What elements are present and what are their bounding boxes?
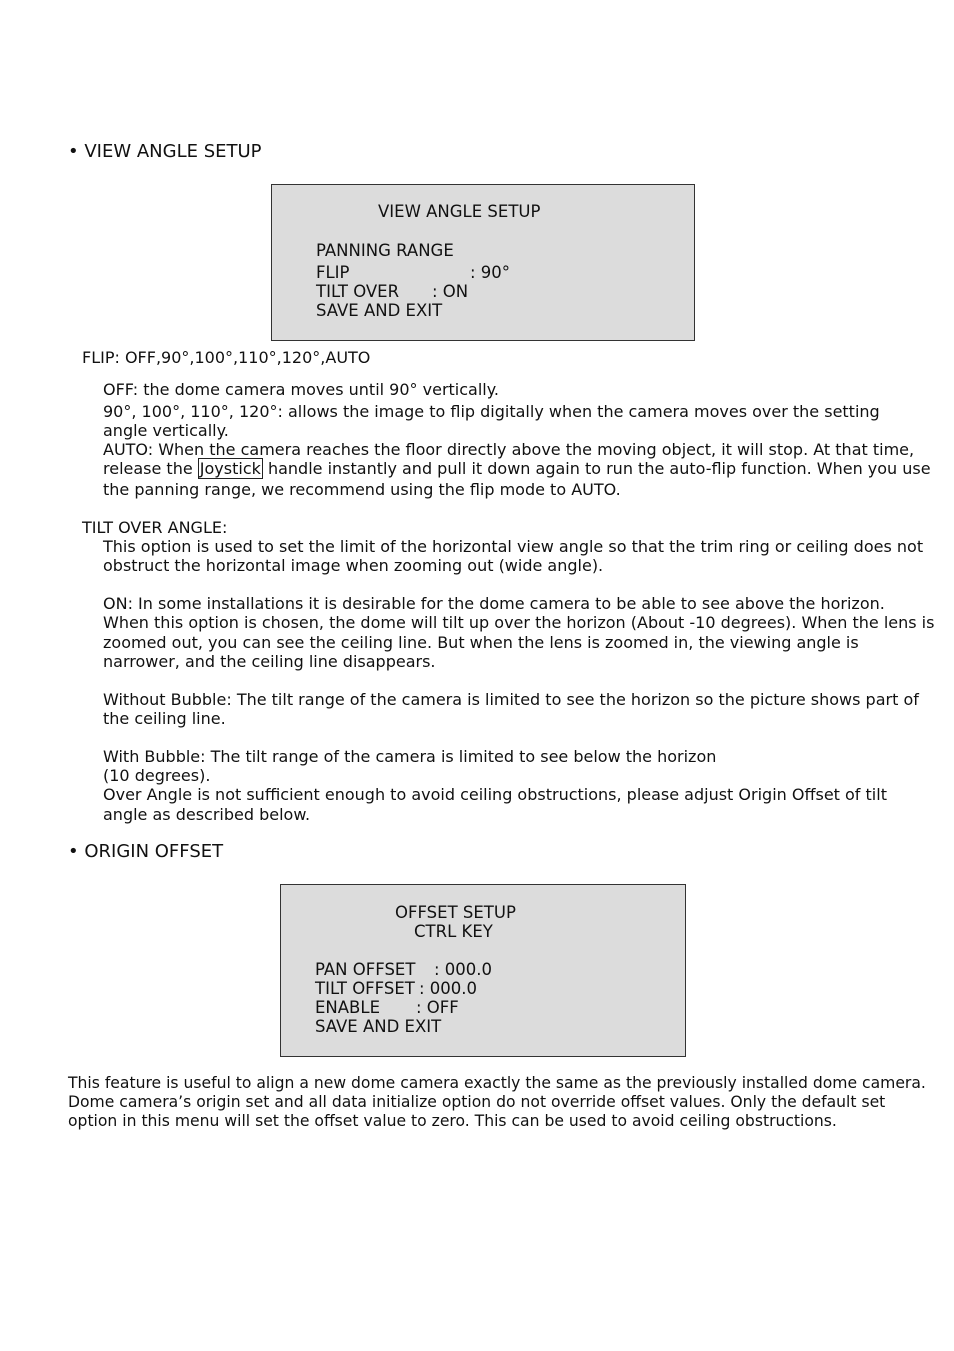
- menu-item-pan-offset-value: : 000.0: [434, 960, 493, 979]
- menu-item-flip-value: : 90°: [470, 263, 511, 282]
- menu-item-save-exit: SAVE AND EXIT: [315, 1017, 442, 1036]
- tilt-over-title: TILT OVER ANGLE:: [82, 518, 228, 537]
- tilt-over-p1-line2: obstruct the horizontal image when zooming out (wide angle).: [103, 556, 604, 575]
- flip-angles-text-1: 90°, 100°, 110°, 120°: allows the image to flip digitally when the camera moves over the setting: [103, 402, 880, 421]
- offset-menu-title: OFFSET SETUP: [395, 903, 516, 922]
- tilt-over-p4-line1: With Bubble: The tilt range of the camera is limited to see below the horizon: [103, 747, 717, 766]
- menu-item-flip-label: FLIP: [316, 263, 350, 282]
- flip-auto-text-1: AUTO: When the camera reaches the floor directly above the moving object, it will stop. At that time,: [103, 440, 915, 459]
- tilt-over-p4-line2: (10 degrees).: [103, 766, 211, 785]
- flip-auto-text-2a: release the: [103, 459, 198, 478]
- flip-angles-text-2: angle vertically.: [103, 421, 229, 440]
- menu-title: VIEW ANGLE SETUP: [378, 202, 541, 221]
- menu-item-enable-value: : OFF: [416, 998, 459, 1017]
- menu-item-tilt-over-value: : ON: [432, 282, 469, 301]
- tilt-over-p3-line2: the ceiling line.: [103, 709, 226, 728]
- menu-item-tilt-over-label: TILT OVER: [316, 282, 400, 301]
- offset-desc-line1: This feature is useful to align a new dome camera exactly the same as the previously installed dome camera.: [68, 1074, 926, 1092]
- tilt-over-p1-line1: This option is used to set the limit of the horizontal view angle so that the trim ring or ceiling does not: [103, 537, 924, 556]
- flip-title: FLIP: OFF,90°,100°,110°,120°,AUTO: [82, 348, 371, 367]
- flip-off-text: OFF: the dome camera moves until 90° vertically.: [103, 380, 499, 399]
- offset-desc-line3: option in this menu will set the offset value to zero. This can be used to avoid ceiling obstructions.: [68, 1112, 837, 1130]
- view-angle-menu: [271, 184, 695, 341]
- offset-menu-subtitle: CTRL KEY: [414, 922, 493, 941]
- tilt-over-p2-line4: narrower, and the ceiling line disappears.: [103, 652, 436, 671]
- offset-menu: [280, 884, 686, 1057]
- section-heading-view-angle: • VIEW ANGLE SETUP: [68, 141, 262, 162]
- tilt-over-p2-line3: zoomed out, you can see the ceiling line. But when the lens is zoomed in, the viewing angle is: [103, 633, 859, 652]
- menu-item-tilt-offset-label: TILT OFFSET: [315, 979, 415, 998]
- tilt-over-p4-line3: Over Angle is not sufficient enough to avoid ceiling obstructions, please adjust Origin Offset of tilt: [103, 785, 887, 804]
- tilt-over-p4-line4: angle as described below.: [103, 805, 311, 824]
- offset-desc-line2: Dome camera’s origin set and all data initialize option do not override offset values. Only the default set: [68, 1093, 886, 1111]
- flip-auto-text-2: [103, 459, 931, 479]
- menu-item-tilt-offset-value: : 000.0: [419, 979, 478, 998]
- menu-item-save-exit: SAVE AND EXIT: [316, 301, 443, 320]
- menu-item-panning-range: PANNING RANGE: [316, 241, 454, 260]
- tilt-over-p2-line2: When this option is chosen, the dome will tilt up over the horizon (About -10 degrees). When the lens is: [103, 613, 935, 632]
- section-heading-origin-offset: • ORIGIN OFFSET: [68, 841, 224, 862]
- tilt-over-p2-line1: ON: In some installations it is desirable for the dome camera to be able to see above the horizon.: [103, 594, 885, 613]
- flip-auto-text-3: the panning range, we recommend using the flip mode to AUTO.: [103, 480, 621, 499]
- menu-item-enable-label: ENABLE: [315, 998, 380, 1017]
- joystick-keyword: Joystick: [199, 459, 261, 478]
- flip-auto-text-2b: handle instantly and pull it down again to run the auto-flip function. When you use: [262, 459, 931, 478]
- menu-item-pan-offset-label: PAN OFFSET: [315, 960, 416, 979]
- tilt-over-p3-line1: Without Bubble: The tilt range of the camera is limited to see the horizon so the picture shows part of: [103, 690, 919, 709]
